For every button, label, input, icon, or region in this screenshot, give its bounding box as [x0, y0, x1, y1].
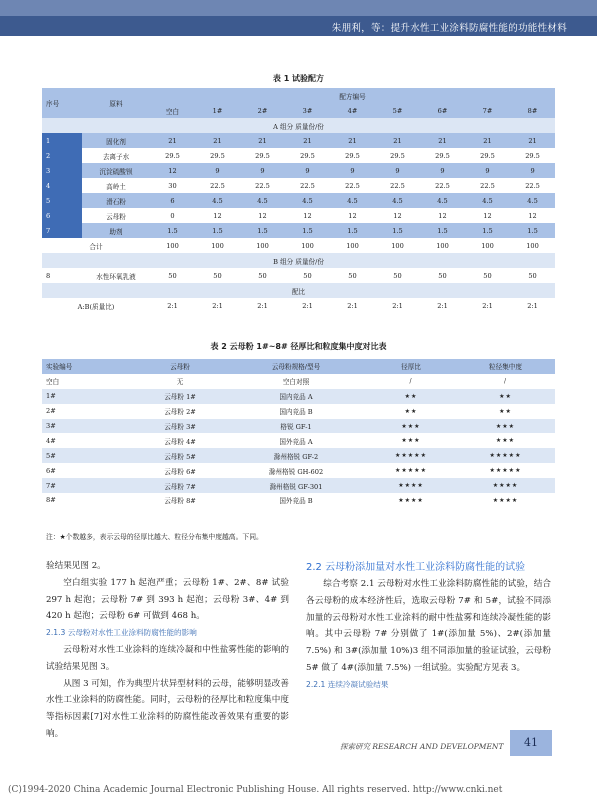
- left-p4: 从图 3 可知，作为典型片状异型材料的云母，能够明显改善水性工业涂料的防腐性能。同时，云母粉的径厚比和粒度集中度等指标因素[7]对水性工业涂料的防腐性能改善效果有重要的影响。: [46, 678, 289, 739]
- table1: [42, 88, 555, 313]
- row-number: 2: [42, 148, 82, 163]
- table2-cell: 云母粉 6#: [134, 463, 226, 478]
- value-cell: 22.5: [375, 178, 420, 193]
- value-cell: 29.5: [420, 148, 465, 163]
- table-row: [42, 433, 555, 448]
- top-band: [0, 0, 597, 16]
- table2-header: 实验编号: [42, 359, 134, 374]
- table2-header: 云母粉规格/型号: [226, 359, 366, 374]
- value-cell: 2:1: [420, 298, 465, 313]
- material-name: 云母粉: [82, 208, 150, 223]
- value-cell: 21: [465, 133, 510, 148]
- section-heading: 2.2 云母粉添加量对水性工业涂料防腐性能的试验: [306, 562, 526, 573]
- table2-cell: 5#: [42, 448, 134, 463]
- table2-cell: ★★★: [366, 419, 456, 434]
- value-cell: 6: [150, 193, 195, 208]
- value-cell: 0: [150, 208, 195, 223]
- value-cell: 9: [330, 163, 375, 178]
- table2-note: 注：★个数越多，表示云母的径厚比越大、粒径分布集中度越高。下同。: [46, 533, 263, 541]
- table2-cell: ★★★★: [456, 493, 555, 508]
- running-header: 朱朋利，等：提升水性工业涂料防腐性能的功能性材料: [331, 23, 567, 34]
- value-cell: 30: [150, 178, 195, 193]
- table2-header: 粒径集中度: [456, 359, 555, 374]
- value-cell: 9: [510, 163, 555, 178]
- material-name: A:B(质量比): [42, 298, 150, 313]
- table1-formula-header: 7#: [465, 103, 510, 118]
- table2-cell: /: [456, 374, 555, 389]
- table-row: [42, 238, 555, 253]
- value-cell: 50: [465, 268, 510, 283]
- table-row: [42, 463, 555, 478]
- value-cell: 12: [465, 208, 510, 223]
- table1-formula-header: 空白: [150, 103, 195, 118]
- table-row: [42, 478, 555, 493]
- value-cell: 12: [510, 208, 555, 223]
- value-cell: 22.5: [285, 178, 330, 193]
- table1-formula-header: 2#: [240, 103, 285, 118]
- table-row: [42, 133, 555, 148]
- table2-caption: 表 2 云母粉 1#~8# 径厚比和粒度集中度对比表: [210, 342, 387, 351]
- table-row: [42, 163, 555, 178]
- value-cell: 100: [420, 238, 465, 253]
- table1-formula-header: 6#: [420, 103, 465, 118]
- table2-cell: 国外竞品 A: [226, 433, 366, 448]
- table1-formula-header: 8#: [510, 103, 555, 118]
- value-cell: 22.5: [330, 178, 375, 193]
- value-cell: 1.5: [330, 223, 375, 238]
- value-cell: 9: [285, 163, 330, 178]
- value-cell: 21: [285, 133, 330, 148]
- value-cell: 9: [465, 163, 510, 178]
- table2-cell: 滁州格锐 GF-301: [226, 478, 366, 493]
- table2-cell: 3#: [42, 419, 134, 434]
- value-cell: 50: [420, 268, 465, 283]
- value-cell: 50: [510, 268, 555, 283]
- value-cell: 9: [195, 163, 240, 178]
- table2-cell: ★★★: [456, 419, 555, 434]
- value-cell: 2:1: [375, 298, 420, 313]
- value-cell: 12: [240, 208, 285, 223]
- material-name: 水性环氧乳液: [82, 268, 150, 283]
- value-cell: 50: [150, 268, 195, 283]
- row-number: 5: [42, 193, 82, 208]
- value-cell: 1.5: [150, 223, 195, 238]
- value-cell: 1.5: [465, 223, 510, 238]
- copyright-line: (C)1994-2020 China Academic Journal Electronic Publishing House. All rights reserved. http://www.cnki.net: [8, 785, 503, 795]
- table1-caption: 表 1 试验配方: [272, 74, 325, 83]
- table2-cell: ★★★★★: [366, 448, 456, 463]
- table2-cell: 格锐 GF-1: [226, 419, 366, 434]
- value-cell: 100: [285, 238, 330, 253]
- table2-cell: ★★★: [456, 433, 555, 448]
- value-cell: 2:1: [465, 298, 510, 313]
- table-row: [42, 208, 555, 223]
- left-column: [46, 558, 289, 743]
- row-number: 6: [42, 208, 82, 223]
- material-name: 助剂: [82, 223, 150, 238]
- table1-formula-header: 4#: [330, 103, 375, 118]
- value-cell: 100: [330, 238, 375, 253]
- table2-cell: 云母粉 5#: [134, 448, 226, 463]
- table2-cell: 云母粉 2#: [134, 404, 226, 419]
- value-cell: 9: [240, 163, 285, 178]
- table2-cell: 滁州格锐 GH-602: [226, 463, 366, 478]
- value-cell: 22.5: [420, 178, 465, 193]
- value-cell: 4.5: [420, 193, 465, 208]
- value-cell: 50: [375, 268, 420, 283]
- table1-col-material: 原料: [82, 88, 150, 118]
- table2-cell: /: [366, 374, 456, 389]
- page-number: 41: [510, 730, 552, 756]
- value-cell: 12: [420, 208, 465, 223]
- value-cell: 21: [375, 133, 420, 148]
- table2-cell: ★★★★★: [456, 448, 555, 463]
- value-cell: 29.5: [375, 148, 420, 163]
- value-cell: 12: [375, 208, 420, 223]
- table-row: [42, 148, 555, 163]
- value-cell: 22.5: [240, 178, 285, 193]
- value-cell: 29.5: [510, 148, 555, 163]
- table2-cell: 云母粉 3#: [134, 419, 226, 434]
- table2-cell: ★★: [366, 389, 456, 404]
- table2-cell: 1#: [42, 389, 134, 404]
- table2-cell: ★★: [366, 404, 456, 419]
- material-name: 合计: [42, 238, 150, 253]
- table2-cell: ★★: [456, 389, 555, 404]
- table1-col-group: 配方编号: [150, 88, 555, 103]
- value-cell: 4.5: [510, 193, 555, 208]
- value-cell: 21: [330, 133, 375, 148]
- table2-cell: 空白: [42, 374, 134, 389]
- value-cell: 21: [240, 133, 285, 148]
- table2-cell: 云母粉 7#: [134, 478, 226, 493]
- table2-header: 径厚比: [366, 359, 456, 374]
- value-cell: 9: [420, 163, 465, 178]
- table-row: [42, 178, 555, 193]
- value-cell: 4.5: [240, 193, 285, 208]
- table2-cell: ★★: [456, 404, 555, 419]
- table1-group-a: A 组分 质量份/份: [42, 118, 555, 133]
- table2-cell: 国内竞品 A: [226, 389, 366, 404]
- value-cell: 29.5: [465, 148, 510, 163]
- value-cell: 100: [375, 238, 420, 253]
- table2-cell: ★★★★★: [366, 463, 456, 478]
- material-name: 沉淀硫酸钡: [82, 163, 150, 178]
- row-number: 1: [42, 133, 82, 148]
- table2-cell: 7#: [42, 478, 134, 493]
- table2-cell: 2#: [42, 404, 134, 419]
- table2-cell: 云母粉 4#: [134, 433, 226, 448]
- right-column: [306, 560, 551, 694]
- value-cell: 29.5: [150, 148, 195, 163]
- material-name: 滑石粉: [82, 193, 150, 208]
- value-cell: 1.5: [420, 223, 465, 238]
- value-cell: 4.5: [375, 193, 420, 208]
- value-cell: 21: [510, 133, 555, 148]
- value-cell: 100: [240, 238, 285, 253]
- row-number: 3: [42, 163, 82, 178]
- table2: [42, 359, 555, 508]
- value-cell: 22.5: [195, 178, 240, 193]
- row-number: 8: [42, 268, 82, 283]
- material-name: 高岭土: [82, 178, 150, 193]
- table1-formula-header: 5#: [375, 103, 420, 118]
- table1-group-b: B 组分 质量份/份: [42, 253, 555, 268]
- value-cell: 1.5: [285, 223, 330, 238]
- value-cell: 50: [285, 268, 330, 283]
- table-row: [42, 374, 555, 389]
- value-cell: 4.5: [465, 193, 510, 208]
- table-row: [42, 389, 555, 404]
- value-cell: 29.5: [330, 148, 375, 163]
- table-row: [42, 404, 555, 419]
- value-cell: 4.5: [195, 193, 240, 208]
- table2-cell: ★★★★: [366, 478, 456, 493]
- value-cell: 50: [330, 268, 375, 283]
- table1-formula-header: 3#: [285, 103, 330, 118]
- value-cell: 1.5: [375, 223, 420, 238]
- value-cell: 21: [150, 133, 195, 148]
- value-cell: 12: [330, 208, 375, 223]
- value-cell: 2:1: [510, 298, 555, 313]
- table2-cell: 4#: [42, 433, 134, 448]
- value-cell: 50: [195, 268, 240, 283]
- value-cell: 100: [465, 238, 510, 253]
- row-number: 4: [42, 178, 82, 193]
- right-subheading: 2.2.1 连续冷凝试验结果: [306, 679, 389, 689]
- row-number: 7: [42, 223, 82, 238]
- value-cell: 29.5: [195, 148, 240, 163]
- right-p1: 综合考察 2.1 云母粉对水性工业涂料防腐性能的试验，结合各云母粉的成本经济性后，选取云母粉 7# 和 5#，试验不同添加量的云母粉对水性工业涂料的耐中性盐雾和连续冷凝性能的影响。其中云母粉 7# 分别做了 1#(添加量 5%)、2#(添加量 7.5%) 和 3#(添加量 10%)3 组不同添加量的验证试验，云母粉 5# 做了 4#(添加量 7.5%) 一组试验。实验配方见表 3。: [306, 579, 551, 673]
- value-cell: 2:1: [195, 298, 240, 313]
- table2-cell: 8#: [42, 493, 134, 508]
- value-cell: 29.5: [240, 148, 285, 163]
- value-cell: 12: [150, 163, 195, 178]
- value-cell: 1.5: [240, 223, 285, 238]
- table2-cell: 国内竞品 B: [226, 404, 366, 419]
- journal-name: 探索研究 RESEARCH AND DEVELOPMENT: [340, 742, 504, 751]
- table-row: [42, 493, 555, 508]
- table2-cell: 空白对照: [226, 374, 366, 389]
- table1-formula-header: 1#: [195, 103, 240, 118]
- material-name: 去离子水: [82, 148, 150, 163]
- table-row: [42, 193, 555, 208]
- value-cell: 100: [150, 238, 195, 253]
- value-cell: 21: [420, 133, 465, 148]
- table-row: [42, 448, 555, 463]
- value-cell: 100: [510, 238, 555, 253]
- value-cell: 22.5: [465, 178, 510, 193]
- table2-header: 云母粉: [134, 359, 226, 374]
- table2-cell: ★★★★: [456, 478, 555, 493]
- value-cell: 2:1: [285, 298, 330, 313]
- value-cell: 12: [195, 208, 240, 223]
- left-subheading: 2.1.3 云母粉对水性工业涂料防腐性能的影响: [46, 628, 197, 638]
- table2-cell: 无: [134, 374, 226, 389]
- table-row: [42, 268, 555, 283]
- table-row: [42, 223, 555, 238]
- value-cell: 50: [240, 268, 285, 283]
- value-cell: 29.5: [285, 148, 330, 163]
- table-row: [42, 298, 555, 313]
- value-cell: 2:1: [150, 298, 195, 313]
- table-row: [42, 419, 555, 434]
- table2-cell: ★★★★: [366, 493, 456, 508]
- value-cell: 1.5: [195, 223, 240, 238]
- left-p3: 云母粉对水性工业涂料的连续冷凝和中性盐雾性能的影响的试验结果见图 3。: [46, 644, 289, 672]
- value-cell: 12: [285, 208, 330, 223]
- value-cell: 1.5: [510, 223, 555, 238]
- table2-cell: 云母粉 8#: [134, 493, 226, 508]
- table1-col-seq: 序号: [42, 88, 82, 118]
- table2-cell: 滁州格锐 GF-2: [226, 448, 366, 463]
- material-name: 固化剂: [82, 133, 150, 148]
- value-cell: 4.5: [285, 193, 330, 208]
- value-cell: 100: [195, 238, 240, 253]
- value-cell: 22.5: [510, 178, 555, 193]
- value-cell: 2:1: [240, 298, 285, 313]
- value-cell: 4.5: [330, 193, 375, 208]
- left-p2: 空白组实验 177 h 起泡严重；云母粉 1#、2#、8# 试验 297 h 起泡；云母粉 7# 到 393 h 起泡；云母粉 3#、4# 到 420 h 起泡；云母粉 6# 可做到 468 h。: [46, 577, 289, 622]
- table1-ratio-label: 配比: [42, 283, 555, 298]
- table2-cell: ★★★: [366, 433, 456, 448]
- table2-cell: 6#: [42, 463, 134, 478]
- table2-cell: 国外竞品 B: [226, 493, 366, 508]
- value-cell: 2:1: [330, 298, 375, 313]
- value-cell: 9: [375, 163, 420, 178]
- left-p1: 验结果见图 2。: [46, 561, 106, 571]
- value-cell: 21: [195, 133, 240, 148]
- table2-cell: 云母粉 1#: [134, 389, 226, 404]
- table2-cell: ★★★★★: [456, 463, 555, 478]
